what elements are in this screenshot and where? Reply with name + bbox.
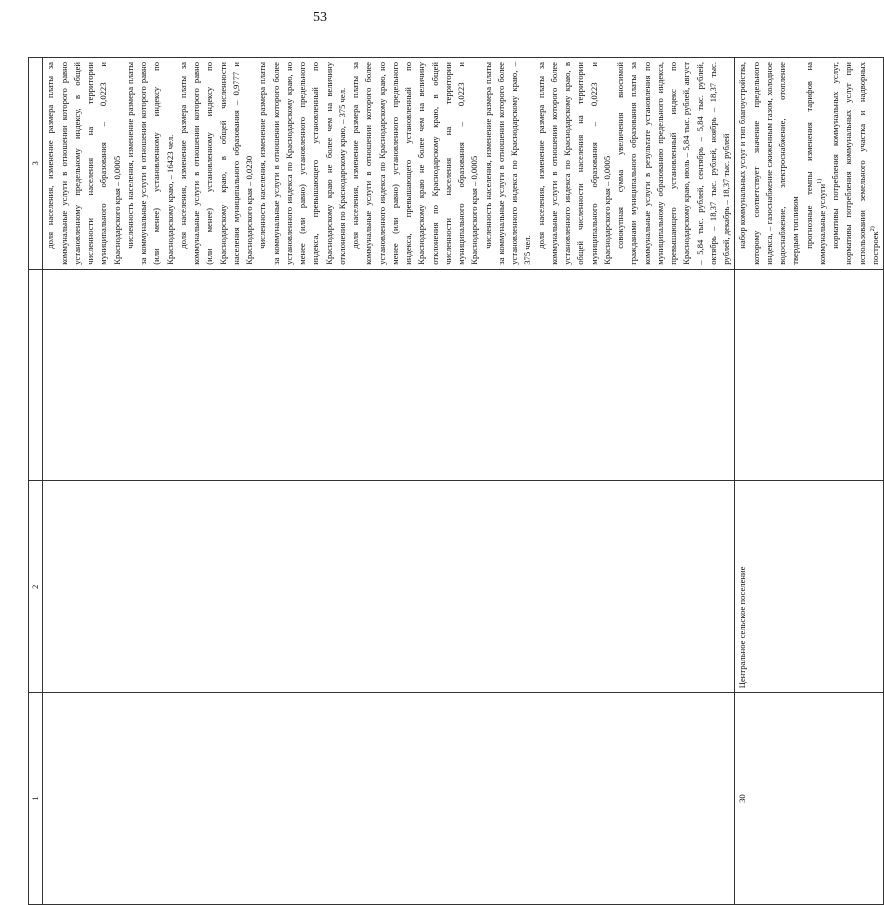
indicator-entry: численность населения, изменение размера платы за коммунальные услуги в отношении которого более установленного индекса по Краснодарскому краю, но менее (или равно) установленного предельного индекса, превышающего установленный по Краснодарскому краю не более чем на величину отклонения по Краснодарскому краю, – 375 чел. bbox=[257, 62, 347, 265]
data-table bbox=[28, 57, 884, 905]
indicator-entry: доля населения, изменение размера платы за коммунальные услуги в отношении которого более установленного индекса по Краснодарскому краю, но менее (или равно) установленного предельного индекса, превышающего установленный по Краснодарскому краю не более чем на величину отклонения по Краснодарскому краю, в общей численности населения на территории муниципального образования – 0,0223 и Краснодарского края – 0,0005 bbox=[350, 62, 480, 265]
page-number: 53 bbox=[313, 10, 327, 25]
footnote-marker: 1) bbox=[816, 178, 823, 184]
rotated-table-container bbox=[28, 57, 880, 905]
header-col-2: 2 bbox=[29, 481, 43, 693]
row-number-cell bbox=[43, 693, 735, 905]
indicator-entry: доля населения, изменение размера платы за коммунальные услуги в отношении которого более установленного индекса по Краснодарскому краю, в общей численности населения на территории муниципального образования – 0,0223 и Краснодарского края – 0,0005 bbox=[535, 62, 612, 265]
header-col-3 bbox=[29, 269, 43, 481]
indicator-entry bbox=[829, 62, 882, 265]
indicator-entry bbox=[803, 62, 830, 265]
footnote-marker: 2) bbox=[869, 226, 876, 232]
scan-margin-mark bbox=[631, 90, 639, 160]
indicator-entry: численность населения, изменение размера платы за коммунальные услуги в отношении которого равно (или менее) установленному индексу по Краснодарскому краю, – 16423 чел. bbox=[124, 62, 175, 265]
indicator-entry: совокупная сумма увеличения вносимой гражданами муниципального образования платы за коммунальные услуги в результате установления по муниципальному образованию предельного индекса, превышающего установленный индекс по Краснодарскому краю, июль – 5,84 тыс. рублей, август – 5,84 тыс. рублей, сентябрь – 5,84 тыс. рублей, октябрь – 18,37 тыс. рублей, ноябрь – 18,37 тыс. рублей, декабрь – 18,37 тыс. рублей bbox=[615, 62, 731, 265]
spacer-cell bbox=[735, 269, 884, 481]
settlement-name-cell bbox=[43, 481, 735, 693]
indicator-entry: набор коммунальных услуг и тип благоустройства, которому соответствует значение предельного индекса, – газоснабжение сжиженным газом, холодное водоснабжение, электроснабжение, отопление твердым топливом bbox=[737, 62, 801, 265]
indicator-entry: доля населения, изменение размера платы за коммунальные услуги в отношении которого равно (или менее) установленному индексу по Краснодарскому краю, в общей численности населения муниципального образования – 0,9777 и Краснодарского края – 0,0230 bbox=[177, 62, 254, 265]
settlement-name-cell: Центральное сельское поселение bbox=[735, 481, 884, 693]
indicator-text: нормативы потребления коммунальных услуг, нормативы потребления коммунальных услуг при использовании земельного участка и надворных построек bbox=[830, 62, 880, 265]
table-row bbox=[43, 58, 735, 905]
row-number-cell: 30 bbox=[735, 693, 884, 905]
header-row bbox=[29, 58, 43, 905]
indicator-entry: численность населения, изменение размера платы за коммунальные услуги в отношении которого более установленного индекса по Краснодарскому краю, – 375 чел. bbox=[482, 62, 533, 265]
indicators-cell bbox=[735, 58, 884, 270]
table-row bbox=[735, 58, 884, 905]
header-col-4: 3 bbox=[29, 58, 43, 270]
header-col-1: 1 bbox=[29, 693, 43, 905]
indicator-entry: доля населения, изменение размера платы за коммунальные услуги в отношении которого равно установленному предельному индексу, в общей численности населения на территории муниципального образования – 0,0223 и Краснодарского края – 0,0005 bbox=[45, 62, 122, 265]
spacer-cell bbox=[43, 269, 735, 481]
indicator-text: прогнозные темпы изменения тарифов на коммунальные услуги bbox=[803, 62, 827, 265]
